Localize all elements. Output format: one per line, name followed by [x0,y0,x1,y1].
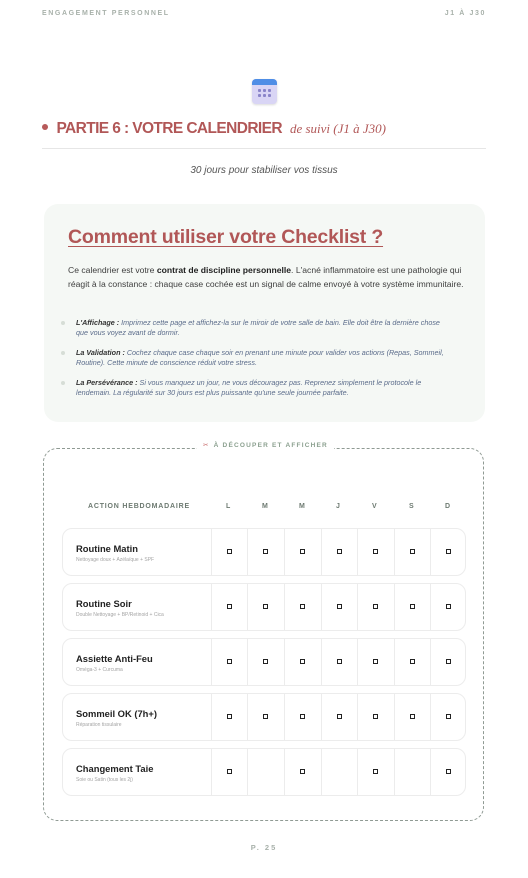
row-name: Changement Taie [76,763,154,774]
day-cell [357,529,394,575]
day-cell [284,529,321,575]
day-cell [357,694,394,740]
day-cell [284,694,321,740]
checkbox[interactable] [373,769,378,774]
checkbox[interactable] [227,549,232,554]
day-cell [284,584,321,630]
day-cell [321,694,358,740]
day-cell [284,639,321,685]
checkbox[interactable] [410,549,415,554]
day-header: L [226,503,232,510]
scissors-icon: ✂ [203,442,210,449]
day-cell [247,749,284,795]
checkbox[interactable] [337,549,342,554]
day-cell [430,694,467,740]
header-right: J1 À J30 [444,10,486,17]
day-cell [321,749,358,795]
checkbox[interactable] [373,549,378,554]
table-header [63,503,466,513]
day-cell [211,584,248,630]
day-header: D [445,503,451,510]
day-cell [394,694,431,740]
day-cell [394,584,431,630]
section-title-suffix: de suivi (J1 à J30) [289,121,386,136]
day-cell [430,749,467,795]
day-header: J [336,503,341,510]
instructions-card [44,204,485,422]
day-cell [247,694,284,740]
day-header: M [262,503,269,510]
row-label [76,763,216,783]
day-cell [247,529,284,575]
day-cell [430,529,467,575]
day-cell [394,529,431,575]
row-detail: Soie ou Satin (tous les 2j) [76,777,133,783]
checkbox[interactable] [446,714,451,719]
checkbox[interactable] [410,604,415,609]
row-name: Sommeil OK (7h+) [76,708,158,719]
day-cell [321,584,358,630]
day-cell [211,529,248,575]
day-cell [284,749,321,795]
day-cell [211,639,248,685]
checkbox[interactable] [337,714,342,719]
checkbox[interactable] [227,659,232,664]
checkbox[interactable] [227,769,232,774]
calendar-icon [252,79,277,104]
row-label [76,653,216,673]
day-cell [430,639,467,685]
row-label [76,598,216,618]
checkbox[interactable] [263,659,268,664]
bullet-icon [42,124,48,130]
day-cell [394,749,431,795]
row-detail: Réparation tissulaire [76,722,122,728]
day-header: S [409,503,415,510]
table-row [62,693,466,741]
checkbox[interactable] [227,714,232,719]
checkbox[interactable] [300,604,305,609]
table-row [62,528,466,576]
section-subtitle: 30 jours pour stabiliser vos tissus [190,165,338,176]
checkbox[interactable] [227,604,232,609]
checkbox[interactable] [263,714,268,719]
day-cell [357,584,394,630]
tip-item: La Validation : Cochez chaque case chaque soir en prenant une minute pour valider vos actions (Repas, Sommeil, Routine). Cette minute de conscience réduit votre stress. [76,348,446,368]
card-title: Comment utiliser votre Checklist ? [68,226,384,248]
checkbox[interactable] [300,659,305,664]
section-title [42,120,486,149]
checkbox[interactable] [337,604,342,609]
checkbox[interactable] [410,714,415,719]
table-row [62,748,466,796]
page-header [42,10,486,17]
checkbox[interactable] [300,714,305,719]
day-cell [357,749,394,795]
checkbox[interactable] [337,659,342,664]
action-header: ACTION HEBDOMADAIRE [88,503,190,510]
checkbox[interactable] [446,549,451,554]
row-detail: Nettoyage doux + Azélaïque + SPF [76,557,155,563]
day-header: M [299,503,306,510]
checkbox[interactable] [300,769,305,774]
table-row [62,583,466,631]
row-name: Assiette Anti-Feu [76,653,153,664]
checkbox[interactable] [446,659,451,664]
table-row [62,638,466,686]
day-cell [211,749,248,795]
checkbox[interactable] [446,604,451,609]
checkbox[interactable] [446,769,451,774]
day-cell [394,639,431,685]
day-cell [430,584,467,630]
day-cell [211,694,248,740]
cutout-label: ✂ À DÉCOUPER ET AFFICHER [197,441,334,449]
tip-item: La Persévérance : Si vous manquez un jour, ne vous découragez pas. Reprenez simplement le protocole le lendemain. La régularité sur 30 jours est plus puissante qu'une seule journée parfaite. [76,378,446,398]
checkbox[interactable] [263,604,268,609]
day-cell [321,639,358,685]
day-header: V [372,503,378,510]
checkbox[interactable] [263,549,268,554]
checkbox[interactable] [410,659,415,664]
row-detail: Double Nettoyage + BP/Retinoid + Cica [76,612,164,618]
row-name: Routine Soir [76,598,132,609]
checkbox[interactable] [373,604,378,609]
day-cell [357,639,394,685]
row-name: Routine Matin [76,543,138,554]
checkbox[interactable] [300,549,305,554]
day-cell [321,529,358,575]
row-label [76,543,216,563]
checkbox[interactable] [373,659,378,664]
page-number: P. 25 [250,843,278,852]
tip-item: L'Affichage : Imprimez cette page et affichez-la sur le miroir de votre salle de bain. Elle doit être la dernière chose que vous voyez avant de dormir. [76,318,446,338]
section-title-main: PARTIE 6 : VOTRE CALENDRIER [56,120,282,137]
day-cell [247,639,284,685]
checkbox[interactable] [373,714,378,719]
header-left: ENGAGEMENT PERSONNEL [42,10,170,17]
row-detail: Oméga-3 + Curcuma [76,667,123,673]
row-label [76,708,216,728]
day-cell [247,584,284,630]
card-intro: Ce calendrier est votre contrat de discipline personnelle. L'acné inflammatoire est une pathologie qui réagit à la constance : chaque case cochée est un signal de calme envoyé à votre système immunitaire. [68,265,464,289]
